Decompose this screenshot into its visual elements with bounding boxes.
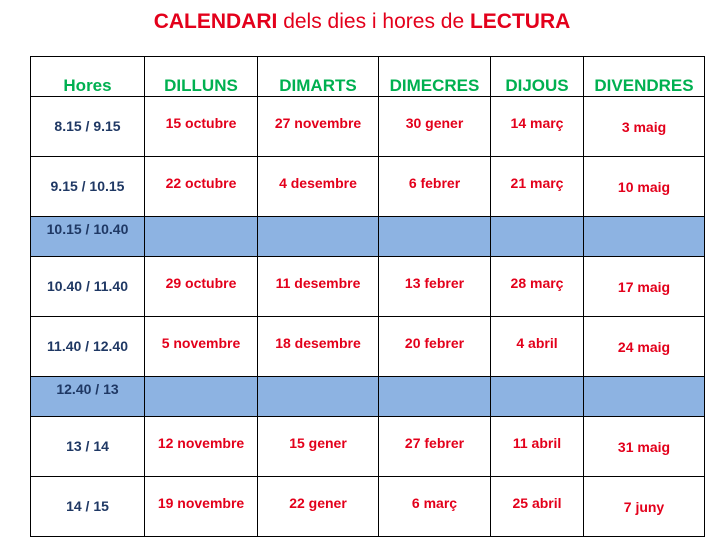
day-cell [379, 97, 491, 157]
day-cell [258, 217, 379, 257]
time-cell [31, 317, 145, 377]
header-dimecres: DIMECRES [389, 76, 480, 95]
time-slot-label: 10.15 / 10.40 [46, 221, 129, 237]
reading-date: 10 maig [617, 179, 671, 195]
time-slot-label: 12.40 / 13 [56, 381, 119, 397]
day-cell [491, 417, 584, 477]
day-cell [379, 257, 491, 317]
day-cell [145, 257, 258, 317]
day-cell [379, 417, 491, 477]
time-slot-label: 11.40 / 12.40 [47, 338, 128, 354]
time-slot-label: 13 / 14 [66, 438, 109, 454]
reading-date: 4 abril [516, 335, 558, 351]
day-cell [584, 217, 705, 257]
day-cell [584, 257, 705, 317]
day-cell [379, 477, 491, 537]
day-cell [584, 417, 705, 477]
reading-date: 3 maig [621, 119, 667, 135]
day-cell [379, 157, 491, 217]
time-cell [31, 377, 145, 417]
header-dijous: DIJOUS [505, 76, 569, 95]
time-cell [31, 257, 145, 317]
header-cell [145, 57, 258, 97]
header-row [31, 57, 705, 97]
reading-date: 17 maig [617, 279, 671, 295]
reading-date [145, 217, 257, 235]
header-divendres: DIVENDRES [594, 76, 694, 95]
reading-date [584, 377, 704, 399]
schedule-row [31, 317, 705, 377]
reading-date [584, 217, 704, 239]
reading-date: 24 maig [617, 339, 671, 355]
header-cell [379, 57, 491, 97]
day-cell [258, 317, 379, 377]
time-slot-label: 10.40 / 11.40 [47, 278, 128, 294]
reading-date: 18 desembre [275, 335, 361, 351]
header-cell [584, 57, 705, 97]
reading-date [258, 377, 378, 395]
day-cell [584, 477, 705, 537]
day-cell [491, 377, 584, 417]
day-cell [145, 417, 258, 477]
break-row [31, 377, 705, 417]
time-cell [31, 217, 145, 257]
header-hores: Hores [63, 76, 112, 95]
reading-date: 6 març [411, 495, 458, 511]
reading-date: 14 març [510, 115, 564, 131]
reading-date: 19 novembre [157, 495, 245, 511]
day-cell [584, 157, 705, 217]
reading-date [379, 377, 490, 395]
reading-date: 11 abril [512, 435, 562, 451]
day-cell [491, 477, 584, 537]
reading-date: 15 octubre [165, 115, 237, 131]
day-cell [491, 97, 584, 157]
reading-date: 22 octubre [165, 175, 237, 191]
title-part-calendari: CALENDARI [153, 10, 278, 33]
day-cell [258, 417, 379, 477]
schedule-row [31, 477, 705, 537]
day-cell [258, 257, 379, 317]
day-cell [379, 217, 491, 257]
reading-date: 27 novembre [274, 115, 362, 131]
schedule-row [31, 257, 705, 317]
reading-schedule-table [30, 56, 705, 537]
schedule-row [31, 157, 705, 217]
reading-date: 13 febrer [404, 275, 465, 291]
time-slot-label: 14 / 15 [66, 498, 109, 514]
reading-date: 31 maig [617, 439, 671, 455]
header-cell [491, 57, 584, 97]
reading-date [491, 377, 583, 395]
day-cell [145, 377, 258, 417]
day-cell [584, 377, 705, 417]
day-cell [258, 97, 379, 157]
time-cell [31, 97, 145, 157]
reading-date: 21 març [510, 175, 564, 191]
reading-date: 12 novembre [157, 435, 245, 451]
day-cell [258, 477, 379, 537]
reading-date [258, 217, 378, 235]
schedule-row [31, 97, 705, 157]
header-cell [31, 57, 145, 97]
day-cell [584, 317, 705, 377]
reading-date: 6 febrer [408, 175, 461, 191]
day-cell [491, 317, 584, 377]
reading-date: 20 febrer [404, 335, 465, 351]
day-cell [491, 157, 584, 217]
day-cell [258, 157, 379, 217]
header-dimarts: DIMARTS [279, 76, 357, 95]
day-cell [145, 157, 258, 217]
title-part-lectura: LECTURA [469, 10, 571, 33]
header-cell [258, 57, 379, 97]
header-dilluns: DILLUNS [164, 76, 238, 95]
day-cell [491, 217, 584, 257]
reading-date [379, 217, 490, 235]
title-part-middle: dels dies i hores de [277, 10, 470, 33]
time-cell [31, 477, 145, 537]
reading-date: 29 octubre [165, 275, 237, 291]
reading-date: 30 gener [405, 115, 464, 131]
reading-date: 11 desembre [275, 275, 361, 291]
break-row [31, 217, 705, 257]
day-cell [584, 97, 705, 157]
time-slot-label: 8.15 / 9.15 [54, 118, 121, 134]
time-cell [31, 417, 145, 477]
day-cell [145, 217, 258, 257]
time-cell [31, 157, 145, 217]
reading-date: 15 gener [289, 435, 347, 451]
reading-date: 7 juny [623, 499, 665, 515]
time-slot-label: 9.15 / 10.15 [50, 178, 125, 194]
day-cell [145, 97, 258, 157]
day-cell [379, 317, 491, 377]
reading-date: 25 abril [512, 495, 562, 511]
day-cell [145, 317, 258, 377]
page-title [0, 10, 724, 34]
reading-date: 4 desembre [279, 175, 357, 191]
day-cell [491, 257, 584, 317]
reading-date [491, 217, 583, 235]
reading-date: 27 febrer [404, 435, 465, 451]
reading-date: 5 novembre [161, 335, 241, 351]
day-cell [145, 477, 258, 537]
reading-date: 28 març [510, 275, 564, 291]
reading-date [145, 377, 257, 395]
schedule-row [31, 417, 705, 477]
day-cell [258, 377, 379, 417]
day-cell [379, 377, 491, 417]
reading-date: 22 gener [289, 495, 347, 511]
